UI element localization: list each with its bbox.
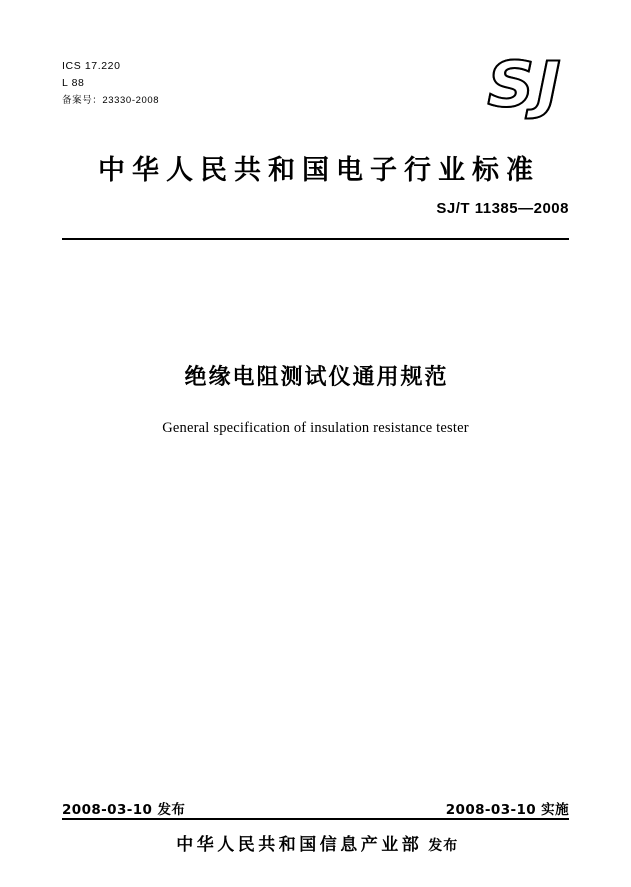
classification-codes [62, 58, 159, 109]
implementation-date: 2008-03-10 实施 [445, 802, 569, 818]
divider-top [62, 238, 569, 240]
header-block [62, 48, 569, 148]
ics-code: ICS 17.220 [62, 60, 121, 72]
sj-logo-icon: SJ [487, 48, 563, 121]
standard-number: SJ/T 11385—2008 [436, 200, 569, 217]
issue-date: 2008-03-10 发布 [62, 802, 186, 818]
publisher-suffix: 发布 [428, 838, 459, 854]
record-number: 备案号：23330-2008 [62, 95, 160, 106]
document-title-chinese: 绝缘电阻测试仪通用规范 [184, 365, 449, 390]
series-title: 中华人民共和国电子行业标准 [98, 155, 540, 186]
document-title-english: General specification of insulation resistance tester [162, 420, 469, 436]
publisher-line [62, 830, 569, 855]
divider-bottom [62, 818, 569, 820]
classification-code: L 88 [62, 77, 85, 89]
publisher-name: 中华人民共和国信息产业部 [176, 835, 423, 855]
